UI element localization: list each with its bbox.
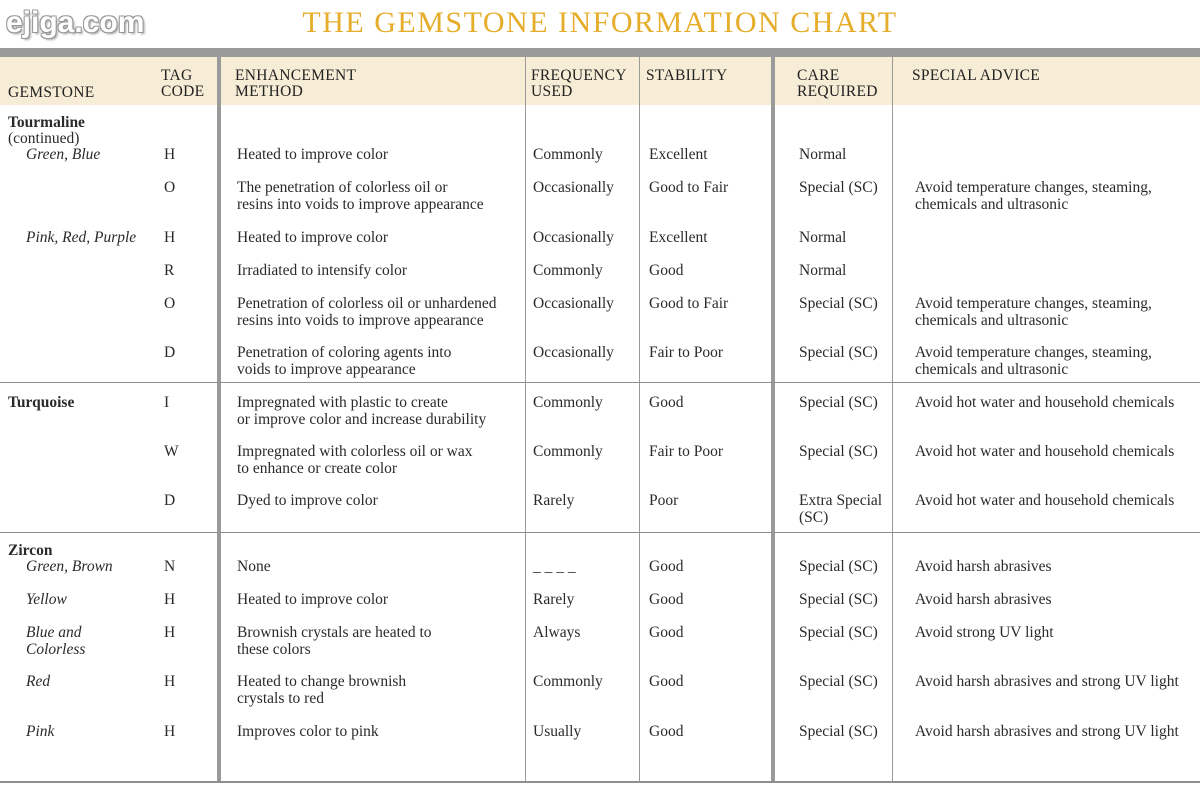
variety-cell: [26, 674, 50, 691]
care-cell: [799, 230, 846, 247]
frequency-cell-line: Rarely: [533, 492, 575, 509]
method-cell-line: Heated to improve color: [237, 146, 389, 163]
table-bottom-rule: [0, 781, 1200, 783]
advice-cell-line: chemicals and ultrasonic: [915, 360, 1069, 378]
method-cell: [237, 345, 451, 378]
stability-cell: Good: [649, 673, 684, 690]
method-cell-line: or improve color and increase durability: [237, 410, 487, 428]
tag-code-cell: D: [164, 344, 176, 361]
stability-cell: Poor: [649, 492, 679, 509]
tag-code-cell: H: [164, 146, 176, 163]
variety-cell: [26, 724, 54, 741]
gemstone-note: (continued): [8, 130, 80, 147]
column-divider: [217, 57, 221, 782]
gemstone-name: Zircon: [8, 542, 53, 559]
method-cell-line: Irradiated to intensify color: [237, 262, 408, 279]
tag-code-cell: O: [164, 295, 176, 312]
advice-cell-line: Avoid hot water and household chemicals: [915, 394, 1175, 411]
method-cell-line: Impregnated with colorless oil or wax: [237, 443, 473, 460]
frequency-cell: [533, 263, 603, 280]
variety-cell: [26, 559, 113, 576]
variety-cell-line: Yellow: [26, 591, 67, 608]
frequency-cell-line: Occasionally: [533, 295, 614, 312]
method-cell: [237, 724, 379, 741]
method-cell: [237, 625, 432, 658]
header-enhancement-method: ENHANCEMENT METHOD: [235, 67, 357, 100]
frequency-cell: [533, 724, 581, 741]
chart-title: THE GEMSTONE INFORMATION CHART: [302, 6, 898, 39]
care-cell: [799, 263, 846, 280]
variety-cell-line: Red: [26, 673, 51, 690]
frequency-cell-line: Commonly: [533, 394, 603, 411]
advice-cell: [915, 625, 1054, 642]
tag-code-cell: R: [164, 262, 175, 279]
stability-cell: Good: [649, 723, 684, 740]
frequency-cell: [533, 230, 614, 247]
frequency-cell-line: Rarely: [533, 591, 575, 608]
method-cell-line: voids to improve appearance: [237, 360, 416, 378]
advice-cell: [915, 296, 1152, 329]
frequency-cell: [533, 296, 614, 313]
method-cell-line: Penetration of colorless oil or unhardened: [237, 295, 497, 312]
stability-cell: Fair to Poor: [649, 344, 724, 361]
frequency-cell-line: Commonly: [533, 262, 603, 279]
care-cell: [799, 296, 878, 313]
frequency-cell: [533, 592, 574, 609]
care-cell: [799, 674, 878, 691]
care-cell: [799, 559, 878, 576]
tag-code-cell: H: [164, 591, 176, 608]
advice-cell-line: Avoid harsh abrasives and strong UV light: [915, 673, 1179, 690]
tag-code-cell: W: [164, 443, 179, 460]
variety-cell: [26, 592, 67, 609]
header-tag-code: TAG CODE: [161, 67, 205, 100]
method-cell: [237, 674, 406, 707]
frequency-cell: [533, 559, 576, 576]
method-cell: [237, 147, 388, 164]
care-cell: [799, 724, 878, 741]
frequency-cell: [533, 625, 580, 642]
stability-cell: Good: [649, 558, 684, 575]
stability-cell: Excellent: [649, 146, 708, 163]
advice-cell: [915, 559, 1052, 576]
frequency-cell: [533, 147, 603, 164]
care-cell-line: Special (SC): [799, 179, 878, 196]
stability-cell: Excellent: [649, 229, 708, 246]
care-cell-line: Normal: [799, 146, 847, 163]
variety-cell-line: Blue and: [26, 624, 82, 641]
care-cell-line: Special (SC): [799, 673, 878, 690]
care-cell-line: Special (SC): [799, 443, 878, 460]
tag-code-cell: N: [164, 558, 176, 575]
stability-cell: Good: [649, 262, 684, 279]
method-cell-line: None: [237, 558, 271, 575]
header-gemstone: GEMSTONE: [8, 84, 95, 101]
frequency-cell: [533, 345, 614, 362]
column-divider: [892, 57, 893, 782]
variety-cell: [26, 230, 136, 247]
care-cell-line: Special (SC): [799, 723, 878, 740]
method-cell-line: Improves color to pink: [237, 723, 379, 740]
method-cell-line: Dyed to improve color: [237, 492, 378, 509]
care-cell-line: Special (SC): [799, 344, 878, 361]
method-cell-line: The penetration of colorless oil or: [237, 179, 448, 196]
stability-cell: Good: [649, 591, 684, 608]
care-cell-line: (SC): [799, 508, 829, 526]
advice-cell-line: Avoid harsh abrasives and strong UV light: [915, 723, 1179, 740]
method-cell-line: crystals to red: [237, 689, 324, 707]
care-cell: [799, 444, 878, 461]
method-cell: [237, 230, 388, 247]
frequency-cell-line: Occasionally: [533, 179, 614, 196]
method-cell-line: resins into voids to improve appearance: [237, 311, 484, 329]
header-frequency-used: FREQUENCY USED: [531, 67, 627, 100]
variety-cell: [26, 147, 100, 164]
column-divider: [771, 57, 775, 782]
care-cell-line: Normal: [799, 229, 847, 246]
frequency-cell: [533, 180, 614, 197]
method-cell-line: Heated to improve color: [237, 229, 389, 246]
stability-cell: Good to Fair: [649, 179, 729, 196]
tag-code-cell: H: [164, 673, 176, 690]
header-care-required: CARE REQUIRED: [797, 67, 878, 100]
group-divider: [0, 532, 1200, 533]
tag-code-cell: D: [164, 492, 176, 509]
advice-cell: [915, 444, 1174, 461]
tag-code-cell: I: [164, 394, 170, 411]
tag-code-cell: O: [164, 179, 176, 196]
stability-cell: Good: [649, 624, 684, 641]
advice-cell: [915, 180, 1152, 213]
advice-cell-line: Avoid harsh abrasives: [915, 558, 1052, 575]
method-cell-line: Heated to change brownish: [237, 673, 407, 690]
advice-cell-line: Avoid harsh abrasives: [915, 591, 1052, 608]
frequency-cell-line: Always: [533, 624, 581, 641]
care-cell: [799, 625, 878, 642]
method-cell: [237, 296, 497, 329]
advice-cell: [915, 592, 1052, 609]
care-cell-line: Special (SC): [799, 591, 878, 608]
group-divider: [0, 382, 1200, 383]
method-cell-line: these colors: [237, 640, 311, 658]
variety-cell-line: Green, Brown: [26, 558, 113, 575]
advice-cell-line: Avoid hot water and household chemicals: [915, 492, 1175, 509]
column-divider: [639, 57, 640, 782]
stability-cell: Good: [649, 394, 684, 411]
advice-cell: [915, 395, 1174, 412]
frequency-cell-line: Commonly: [533, 443, 603, 460]
frequency-cell-line: Usually: [533, 723, 582, 740]
method-cell: [237, 444, 472, 477]
watermark-logo: ejiga.com: [6, 6, 145, 39]
advice-cell: [915, 345, 1152, 378]
advice-cell-line: chemicals and ultrasonic: [915, 195, 1069, 213]
advice-cell: [915, 724, 1179, 741]
method-cell: [237, 180, 484, 213]
advice-cell-line: Avoid temperature changes, steaming,: [915, 295, 1152, 312]
care-cell-line: Extra Special: [799, 492, 883, 509]
method-cell-line: resins into voids to improve appearance: [237, 195, 484, 213]
method-cell-line: to enhance or create color: [237, 459, 398, 477]
method-cell: [237, 493, 378, 510]
variety-cell-line: Pink, Red, Purple: [26, 229, 137, 246]
frequency-cell-line: _ _ _ _: [533, 558, 576, 575]
care-cell: [799, 592, 878, 609]
method-cell-line: Brownish crystals are heated to: [237, 624, 432, 641]
advice-cell: [915, 674, 1179, 691]
care-cell-line: Special (SC): [799, 295, 878, 312]
frequency-cell-line: Occasionally: [533, 344, 614, 361]
method-cell: [237, 592, 388, 609]
stability-cell: Fair to Poor: [649, 443, 724, 460]
header-special-advice: SPECIAL ADVICE: [912, 67, 1041, 84]
table-header: [0, 57, 1200, 105]
advice-cell-line: chemicals and ultrasonic: [915, 311, 1069, 329]
method-cell: [237, 395, 486, 428]
care-cell: [799, 395, 878, 412]
advice-cell-line: Avoid temperature changes, steaming,: [915, 179, 1152, 196]
care-cell: [799, 493, 882, 526]
method-cell-line: Impregnated with plastic to create: [237, 394, 448, 411]
header-stability: STABILITY: [646, 67, 728, 84]
frequency-cell-line: Occasionally: [533, 229, 614, 246]
variety-cell-line: Colorless: [26, 640, 86, 658]
stability-cell: Good to Fair: [649, 295, 729, 312]
method-cell: [237, 559, 271, 576]
frequency-cell: [533, 444, 603, 461]
advice-cell-line: Avoid temperature changes, steaming,: [915, 344, 1152, 361]
variety-cell: [26, 625, 85, 658]
frequency-cell: [533, 493, 574, 510]
method-cell-line: Heated to improve color: [237, 591, 389, 608]
title-rule: [0, 48, 1200, 57]
tag-code-cell: H: [164, 229, 176, 246]
method-cell-line: Penetration of coloring agents into: [237, 344, 452, 361]
gemstone-name: Tourmaline: [8, 114, 85, 131]
tag-code-cell: H: [164, 723, 176, 740]
advice-cell: [915, 493, 1174, 510]
care-cell: [799, 180, 878, 197]
frequency-cell: [533, 674, 603, 691]
variety-cell-line: Green, Blue: [26, 146, 101, 163]
frequency-cell-line: Commonly: [533, 146, 603, 163]
tag-code-cell: H: [164, 624, 176, 641]
variety-cell-line: Pink: [26, 723, 55, 740]
gemstone-name: Turquoise: [8, 394, 75, 411]
care-cell: [799, 147, 846, 164]
method-cell: [237, 263, 407, 280]
care-cell: [799, 345, 878, 362]
care-cell-line: Special (SC): [799, 394, 878, 411]
advice-cell-line: Avoid strong UV light: [915, 624, 1054, 641]
column-divider: [525, 57, 526, 782]
care-cell-line: Special (SC): [799, 558, 878, 575]
frequency-cell: [533, 395, 603, 412]
care-cell-line: Normal: [799, 262, 847, 279]
care-cell-line: Special (SC): [799, 624, 878, 641]
frequency-cell-line: Commonly: [533, 673, 603, 690]
advice-cell-line: Avoid hot water and household chemicals: [915, 443, 1175, 460]
